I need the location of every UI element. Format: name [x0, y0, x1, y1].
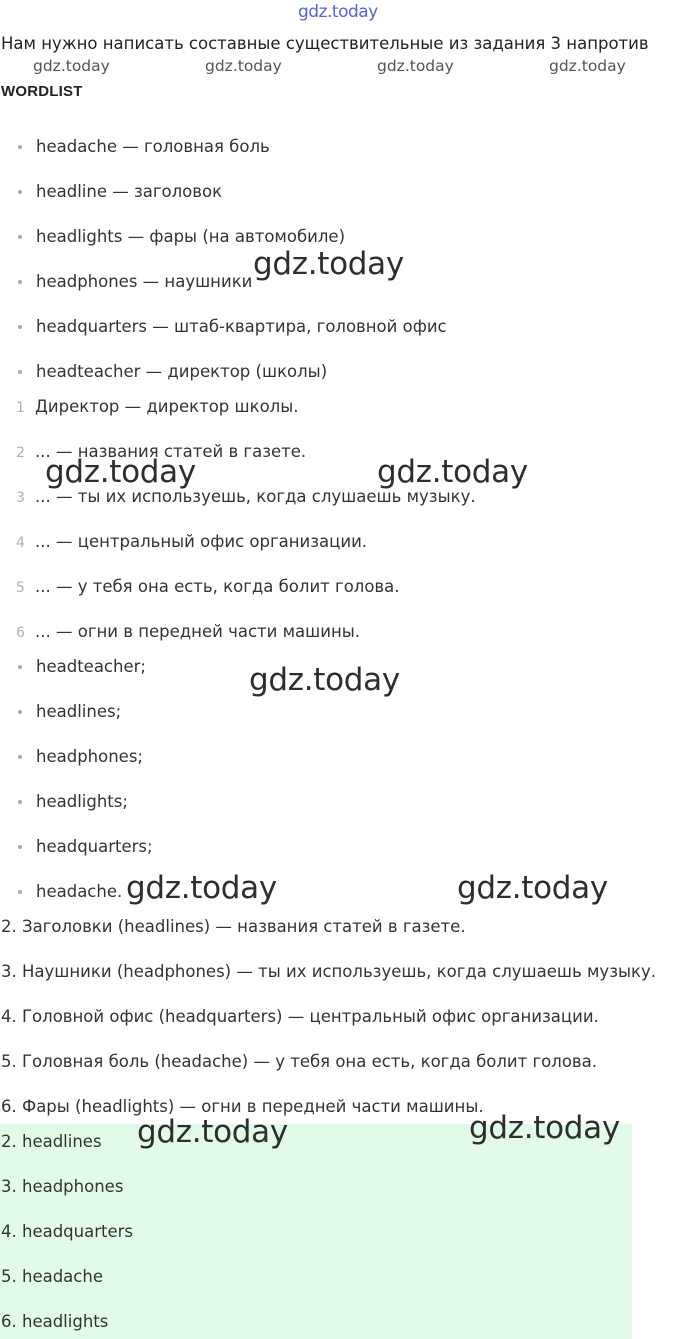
bullet-icon — [18, 845, 22, 849]
task-item: 1 Директор — директор школы. — [16, 397, 299, 416]
watermark: gdz.today — [45, 454, 196, 490]
bullet-icon — [18, 280, 22, 284]
answer-item: headlines; — [18, 702, 121, 721]
watermark: gdz.today — [253, 246, 404, 282]
watermark: gdz.today — [137, 1114, 288, 1150]
answer-item: headache. — [18, 882, 122, 901]
top-watermark: gdz.today — [298, 2, 378, 22]
wordlist-item: headline — заголовок — [18, 182, 222, 201]
small-watermark: gdz.today — [33, 57, 110, 75]
bullet-icon — [18, 325, 22, 329]
full-answer: 3. Наушники (headphones) — ты их используешь, когда слушаешь музыку. — [1, 962, 656, 981]
full-answer: 2. Заголовки (headlines) — названия статей в газете. — [1, 917, 466, 936]
task-item: 4 ... — центральный офис организации. — [16, 532, 368, 551]
bullet-icon — [18, 755, 22, 759]
bullet-icon — [18, 800, 22, 804]
answer-item: headphones; — [18, 747, 143, 766]
watermark: gdz.today — [249, 662, 400, 698]
wordlist-item: headteacher — директор (школы) — [18, 362, 327, 381]
small-watermark: gdz.today — [205, 57, 282, 75]
short-answer: 4. headquarters — [1, 1222, 134, 1241]
task-item: 2 ... — названия статей в газете. — [16, 442, 307, 461]
watermark: gdz.today — [457, 870, 608, 906]
bullet-icon — [18, 235, 22, 239]
bullet-icon — [18, 190, 22, 194]
watermark: gdz.today — [377, 454, 528, 490]
task-item: 6 ... — огни в передней части машины. — [16, 622, 361, 641]
task-item: 5 ... — у тебя она есть, когда болит голова. — [16, 577, 400, 596]
wordlist-item: headquarters — штаб-квартира, головной офис — [18, 317, 447, 336]
task-item: 3 ... — ты их используешь, когда слушаешь музыку. — [16, 487, 476, 506]
small-watermark: gdz.today — [377, 57, 454, 75]
bullet-icon — [18, 370, 22, 374]
full-answer: 4. Головной офис (headquarters) — центральный офис организации. — [1, 1007, 599, 1026]
short-answer: 3. headphones — [1, 1177, 124, 1196]
bullet-icon — [18, 890, 22, 894]
bullet-icon — [18, 145, 22, 149]
answer-item: headteacher; — [18, 657, 146, 676]
answer-item: headquarters; — [18, 837, 153, 856]
watermark: gdz.today — [469, 1110, 620, 1146]
watermark: gdz.today — [126, 870, 277, 906]
bullet-icon — [18, 665, 22, 669]
wordlist-heading: WORDLIST — [1, 83, 83, 100]
wordlist-item: headphones — наушники — [18, 272, 252, 291]
short-answer: 2. headlines — [1, 1132, 102, 1151]
answer-item: headlights; — [18, 792, 128, 811]
wordlist-item: headlights — фары (на автомобиле) — [18, 227, 345, 246]
small-watermark: gdz.today — [549, 57, 626, 75]
intro-text: Нам нужно написать составные существительные из задания 3 напротив — [1, 34, 649, 53]
full-answer: 6. Фары (headlights) — огни в передней части машины. — [1, 1097, 484, 1116]
short-answer: 6. headlights — [1, 1312, 109, 1331]
short-answer: 5. headache — [1, 1267, 103, 1286]
wordlist-item: headache — головная боль — [18, 137, 270, 156]
full-answer: 5. Головная боль (headache) — у тебя она есть, когда болит голова. — [1, 1052, 597, 1071]
bullet-icon — [18, 710, 22, 714]
